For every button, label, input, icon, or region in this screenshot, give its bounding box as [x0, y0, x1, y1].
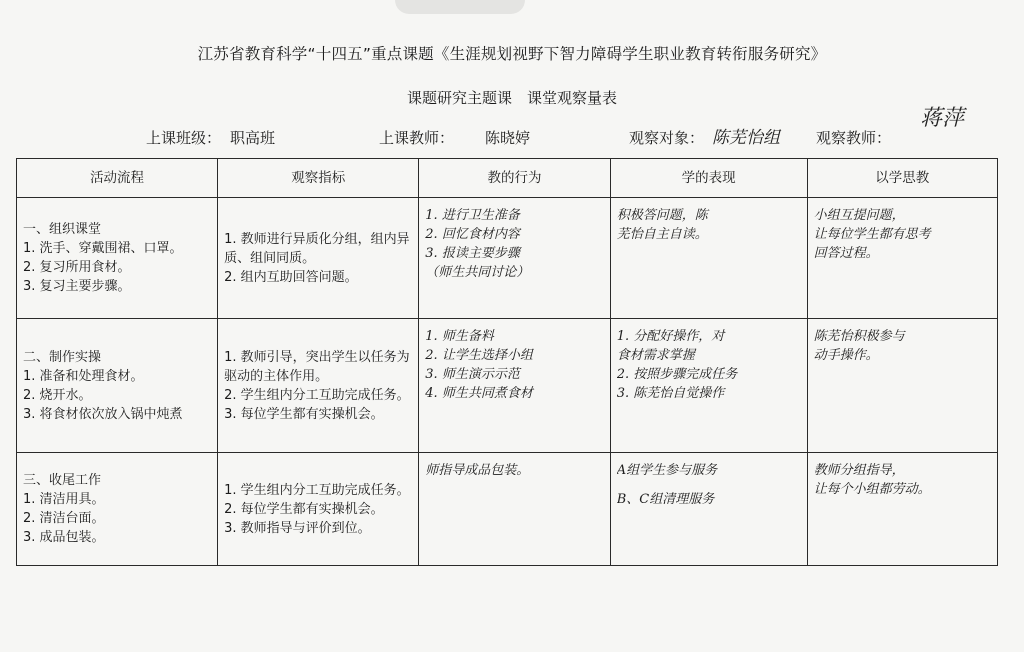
- header-teach: 教的行为: [419, 159, 610, 198]
- header-reflect: 以学思教: [807, 159, 997, 198]
- indicator-cell: 1. 学生组内分工互助完成任务。 2. 每位学生都有实操机会。 3. 教师指导与评价到位。: [218, 453, 419, 566]
- reflect-cell-handwritten: 教师分组指导， 让每个小组都劳动。: [807, 453, 997, 566]
- reflect-cell-handwritten: 陈芜怡积极参与 动手操作。: [807, 319, 997, 453]
- table-row: [17, 453, 998, 566]
- teacher-value: 陈晓婷: [485, 129, 531, 147]
- indicator-cell: 1. 教师进行异质化分组，组内异质、组间同质。 2. 组内互助回答问题。: [218, 198, 419, 319]
- document-subtitle: 课题研究主题课 课堂观察量表: [406, 89, 617, 107]
- teach-cell-handwritten: 1. 师生备料 2. 让学生选择小组 3. 师生演示示范 4. 师生共同煮食材: [419, 319, 610, 453]
- table-row: [17, 198, 998, 319]
- target-label: 观察对象：: [629, 129, 705, 147]
- teach-cell-handwritten: 师指导成品包装。: [419, 453, 610, 566]
- teacher-label: 上课教师：: [379, 129, 455, 147]
- table-row: [17, 319, 998, 453]
- teach-cell-handwritten: 1. 进行卫生准备 2. 回忆食材内容 3. 报读主要步骤 （师生共同讨论）: [419, 198, 610, 319]
- page-shadow: [395, 0, 525, 14]
- header-flow: 活动流程: [17, 159, 218, 198]
- header-learn: 学的表现: [610, 159, 807, 198]
- observation-table: [16, 158, 998, 566]
- table-header-row: [17, 159, 998, 198]
- flow-cell: 二、制作实操 1. 准备和处理食材。 2. 烧开水。 3. 将食材依次放入锅中炖煮: [17, 319, 218, 453]
- document-title: 江苏省教育科学“十四五”重点课题《生涯规划视野下智力障碍学生职业教育转衔服务研究》: [197, 45, 827, 63]
- reflect-cell-handwritten: 小组互提问题， 让每位学生都有思考 回答过程。: [807, 198, 997, 319]
- target-value-handwritten: 陈芜怡组: [712, 128, 780, 148]
- class-value: 职高班: [230, 129, 276, 147]
- header-indicators: 观察指标: [218, 159, 419, 198]
- learn-cell-handwritten: 积极答问题，陈 芜怡自主自读。: [610, 198, 807, 319]
- learn-cell-handwritten: 1. 分配好操作，对 食材需求掌握 2. 按照步骤完成任务 3. 陈芜怡自觉操作: [610, 319, 807, 453]
- class-label: 上课班级：: [146, 129, 222, 147]
- flow-cell: 一、组织课堂 1. 洗手、穿戴围裙、口罩。 2. 复习所用食材。 3. 复习主要步骤。: [17, 198, 218, 319]
- flow-cell: 三、收尾工作 1. 清洁用具。 2. 清洁台面。 3. 成品包装。: [17, 453, 218, 566]
- learn-cell-handwritten: A组学生参与服务 B、C组清理服务: [610, 453, 807, 566]
- indicator-cell: 1. 教师引导，突出学生以任务为驱动的主体作用。 2. 学生组内分工互助完成任务。 3. 每位学生都有实操机会。: [218, 319, 419, 453]
- observer-signature: 蒋萍: [920, 106, 965, 131]
- observer-label: 观察教师：: [816, 129, 892, 147]
